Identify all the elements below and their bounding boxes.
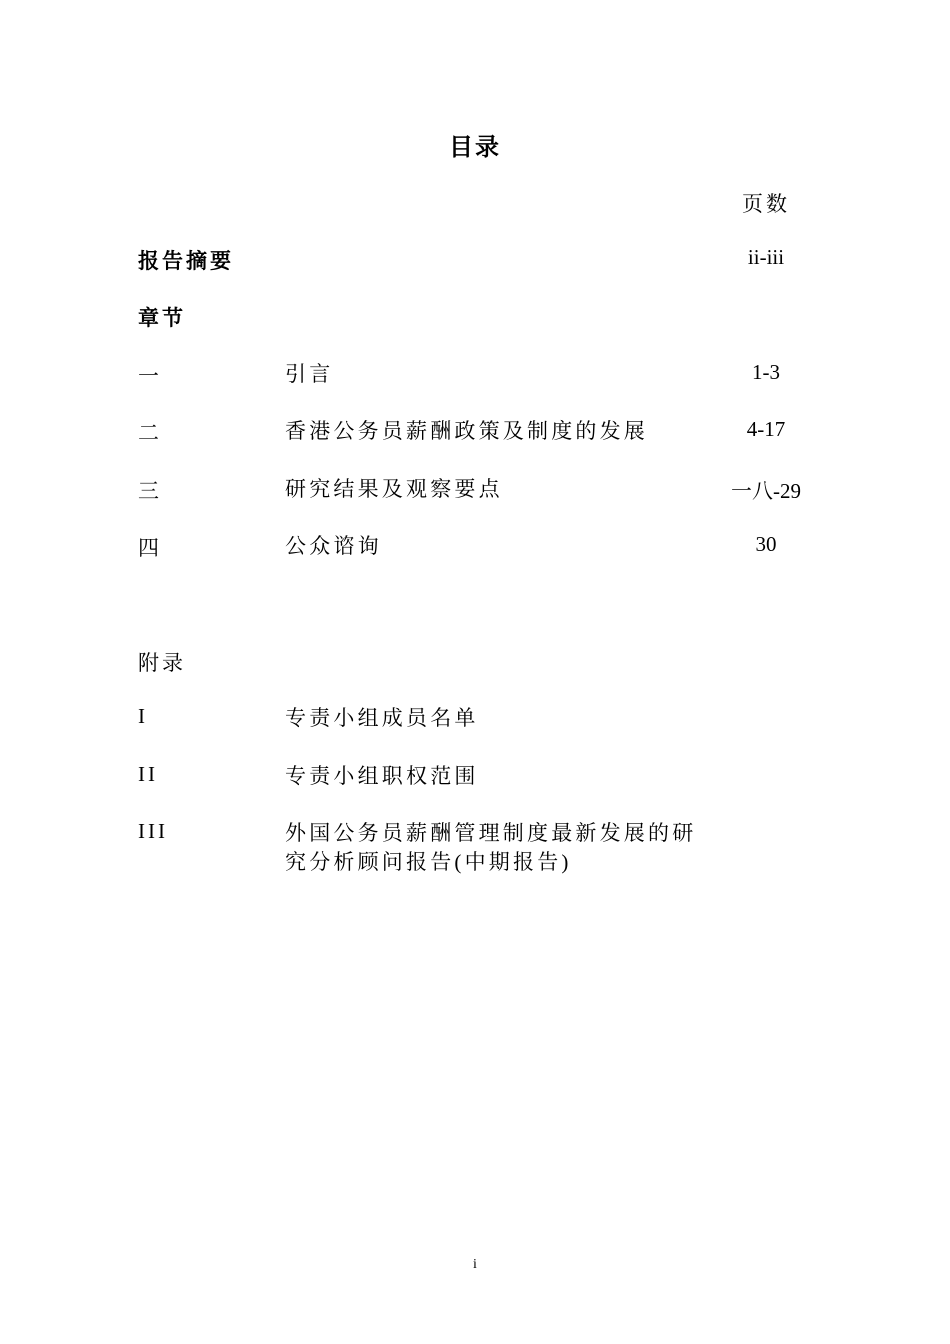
- page-number-column-header: 页数: [742, 192, 790, 216]
- footer-page-number: i: [473, 1257, 477, 1272]
- chapter-number: 四: [138, 536, 162, 560]
- chapter-pages: 30: [755, 532, 777, 556]
- chapters-heading: 章节: [138, 306, 186, 330]
- summary-pages: ii-iii: [747, 245, 785, 269]
- summary-label: 报告摘要: [138, 249, 234, 273]
- appendix-heading-row: [0, 647, 950, 677]
- chapter-title: 研究结果及观察要点: [285, 477, 503, 501]
- appendix-title-line-1: 外国公务员薪酬管理制度最新发展的研: [285, 821, 697, 845]
- appendix-number: I: [138, 704, 148, 728]
- toc-row-appendix: [0, 762, 950, 792]
- appendix-title: 专责小组职权范围: [285, 764, 479, 788]
- chapter-number: 三: [138, 479, 162, 503]
- toc-row-chapter: [0, 417, 950, 447]
- chapter-number: 二: [138, 421, 162, 445]
- toc-row-summary: [0, 245, 950, 275]
- toc-row-appendix: [0, 704, 950, 734]
- appendix-heading: 附录: [138, 651, 186, 675]
- chapter-title: 香港公务员薪酬政策及制度的发展: [285, 419, 648, 443]
- toc-row-chapter: [0, 475, 950, 505]
- chapter-title: 引言: [285, 362, 334, 386]
- chapter-title: 公众谘询: [285, 534, 382, 558]
- toc-row-chapter: [0, 532, 950, 562]
- appendix-title-line-2: 究分析顾问报告(中期报告): [285, 850, 572, 874]
- appendix-number: III: [138, 819, 168, 843]
- chapters-heading-row: [0, 302, 950, 332]
- chapter-pages: 4-17: [746, 417, 786, 441]
- chapter-number: 一: [138, 364, 162, 388]
- toc-row-chapter: [0, 360, 950, 390]
- toc-row-appendix: [0, 819, 950, 879]
- appendix-title: 专责小组成员名单: [285, 706, 479, 730]
- chapter-pages: 一八-29: [731, 479, 801, 503]
- chapter-pages: 1-3: [752, 360, 780, 384]
- page-title: 目录: [449, 135, 501, 161]
- appendix-number: II: [138, 762, 158, 786]
